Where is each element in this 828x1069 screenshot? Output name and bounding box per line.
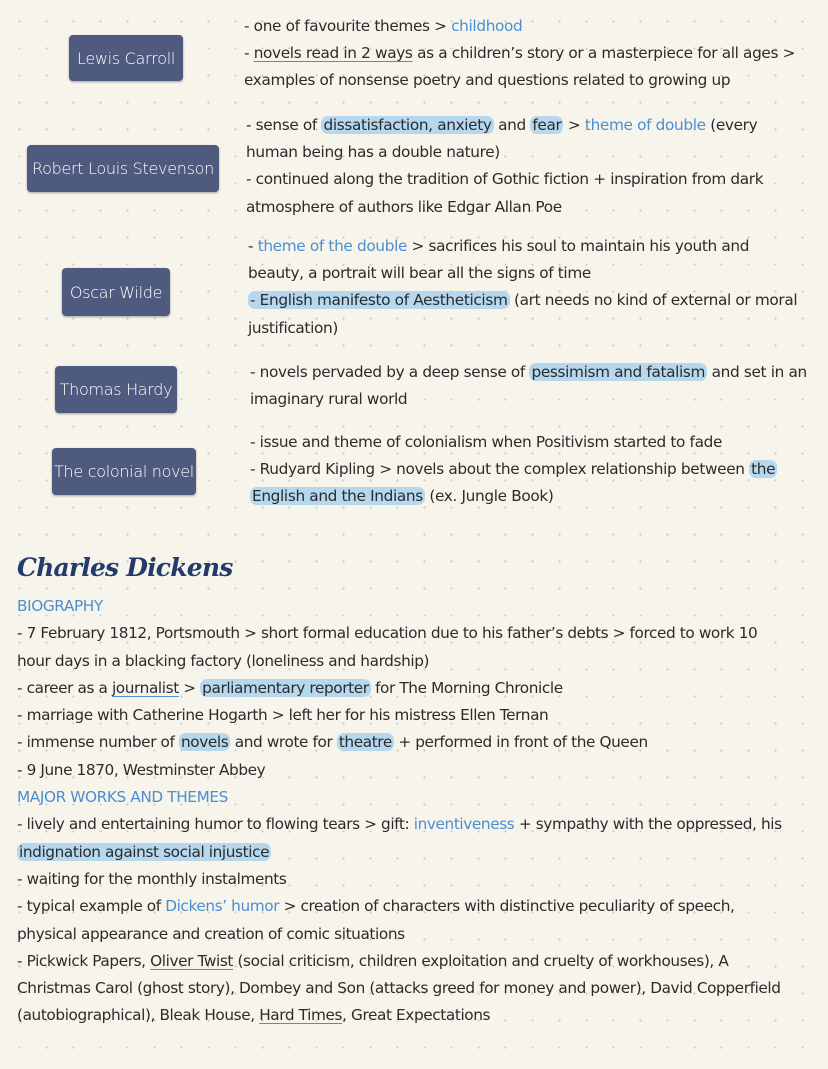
dickens-body [17, 593, 782, 1030]
text-segment: - continued along the tradition of Gothic fiction + inspiration from dark [246, 170, 764, 189]
text-line [17, 620, 782, 647]
blue-text: theme of double [584, 116, 706, 134]
text-line [250, 386, 807, 413]
text-segment: - [244, 44, 254, 63]
highlighted-text: dissatisfaction, anxiety [323, 116, 492, 134]
text-segment: - Pickwick Papers, [17, 951, 151, 970]
text-segment: - Rudyard Kipling > novels about the complex relationship between [250, 460, 750, 479]
text-segment: - 7 February 1812, Portsmouth > short formal education due to his father’s debts > forced to work 10 [17, 624, 758, 643]
blue-text: inventiveness [413, 815, 515, 834]
text-line [250, 429, 777, 456]
text-line [17, 729, 782, 756]
text-segment: as a children’s story or a masterpiece for all ages > [412, 44, 796, 63]
author-tag-oscar-wilde: Oscar Wilde [62, 268, 170, 316]
text-segment: (ex. Jungle Book) [424, 487, 554, 506]
text-line [244, 40, 795, 67]
text-segment: - 9 June 1870, Westminster Abbey [17, 760, 266, 779]
text-line [17, 811, 782, 838]
notes-oscar-wilde [248, 233, 797, 342]
text-segment: - [248, 237, 258, 255]
text-segment: - immense number of [17, 733, 179, 752]
text-line [17, 648, 782, 675]
highlighted-text: the [751, 460, 776, 479]
text-segment: + performed in front of the Queen [393, 733, 648, 752]
text-segment: and set in an [707, 363, 807, 381]
text-line [17, 675, 782, 702]
notes-lewis-carroll [244, 13, 795, 95]
highlighted-text: fear [532, 116, 562, 134]
text-line [246, 194, 763, 221]
text-line [17, 893, 782, 920]
text-line [246, 166, 763, 193]
text-line [250, 483, 777, 510]
text-segment: + sympathy with the oppressed, his [514, 815, 782, 834]
highlighted-text: theatre [338, 733, 392, 752]
text-segment: physical appearance and creation of comic situations [17, 924, 405, 943]
text-segment: - issue and theme of colonialism when Positivism started to fade [250, 433, 723, 451]
underlined-text: novels read in 2 ways [253, 44, 413, 63]
text-segment: (art needs no kind of external or moral [509, 291, 798, 310]
highlighted-text: pessimism and fatalism [531, 363, 706, 381]
text-segment: imaginary rural world [250, 390, 408, 409]
text-segment: - sense of [246, 116, 322, 134]
text-segment: examples of nonsense poetry and questions related to growing up [244, 71, 731, 90]
notes-thomas-hardy [250, 359, 807, 413]
text-segment: - novels pervaded by a deep sense of [250, 363, 530, 381]
highlighted-text: - English manifesto of Aestheticism [250, 291, 508, 310]
text-segment: justification) [248, 318, 338, 337]
text-segment: - waiting for the monthly instalments [17, 869, 287, 888]
underlined-text: journalist [111, 678, 179, 697]
text-line [244, 67, 795, 94]
text-line [248, 260, 797, 287]
biography-list [17, 620, 782, 784]
text-segment: - marriage with Catherine Hogarth > left her for his mistress Ellen Ternan [17, 706, 549, 725]
text-segment: (every [705, 116, 758, 134]
works-list [17, 811, 782, 1029]
text-segment: and [493, 116, 531, 134]
text-segment: - typical example of [17, 897, 166, 916]
author-tag-robert-louis-stevenson: Robert Louis Stevenson [27, 145, 219, 192]
text-segment: for The Morning Chronicle [370, 678, 563, 697]
text-segment: (autobiographical), Bleak House, [17, 1006, 260, 1025]
text-segment: - career as a [17, 678, 112, 697]
text-line [17, 975, 782, 1002]
text-line [17, 921, 782, 948]
text-segment: and wrote for [230, 733, 337, 752]
text-line [250, 456, 777, 483]
blue-text: Dickens’ humor [165, 897, 280, 916]
heading-biography: BIOGRAPHY [17, 597, 103, 615]
text-segment: - one of favourite themes > [244, 17, 452, 35]
text-line [250, 359, 807, 386]
text-segment: > [178, 678, 201, 697]
text-segment: beauty, a portrait will bear all the signs of time [248, 264, 591, 283]
underlined-text: Oliver Twist [150, 951, 234, 970]
blue-text: childhood [451, 17, 523, 35]
underlined-text: Hard Times [259, 1006, 343, 1025]
author-tag-colonial-novel: The colonial novel [52, 448, 196, 495]
highlighted-text: indignation against social injustice [19, 842, 270, 861]
blue-text: theme of the double [257, 237, 408, 255]
text-line [17, 948, 782, 975]
notes-colonial-novel [250, 429, 777, 511]
text-line [17, 839, 782, 866]
text-line [17, 866, 782, 893]
section-title-charles-dickens: Charles Dickens [17, 553, 233, 582]
text-segment: atmosphere of authors like Edgar Allan Poe [246, 197, 562, 216]
text-line [248, 287, 797, 314]
author-tag-thomas-hardy: Thomas Hardy [55, 366, 177, 413]
text-segment: , Great Expectations [342, 1006, 491, 1025]
text-line [17, 757, 782, 784]
text-segment: > sacrifices his soul to maintain his youth and [407, 237, 750, 255]
text-line [17, 702, 782, 729]
text-line [248, 315, 797, 342]
text-line [248, 233, 797, 260]
text-line [17, 1002, 782, 1029]
text-segment: > creation of characters with distinctive peculiarity of speech, [279, 897, 735, 916]
text-segment: > [563, 116, 585, 134]
text-segment: hour days in a blacking factory (loneliness and hardship) [17, 651, 430, 670]
notes-robert-louis-stevenson [246, 112, 763, 221]
text-segment: Christmas Carol (ghost story), Dombey and Son (attacks greed for money and power), David Copperfield [17, 979, 781, 998]
highlighted-text: parliamentary reporter [202, 678, 369, 697]
highlighted-text: novels [180, 733, 229, 752]
text-segment: human being has a double nature) [246, 143, 500, 162]
text-line [246, 139, 763, 166]
text-segment: - lively and entertaining humor to flowing tears > gift: [17, 815, 414, 834]
author-tag-lewis-carroll: Lewis Carroll [69, 35, 183, 81]
text-segment: (social criticism, children exploitation and cruelty of workhouses), A [233, 951, 729, 970]
heading-major-works: MAJOR WORKS AND THEMES [17, 788, 228, 807]
highlighted-text: English and the Indians [252, 487, 423, 506]
text-line [244, 13, 795, 40]
text-line [246, 112, 763, 139]
